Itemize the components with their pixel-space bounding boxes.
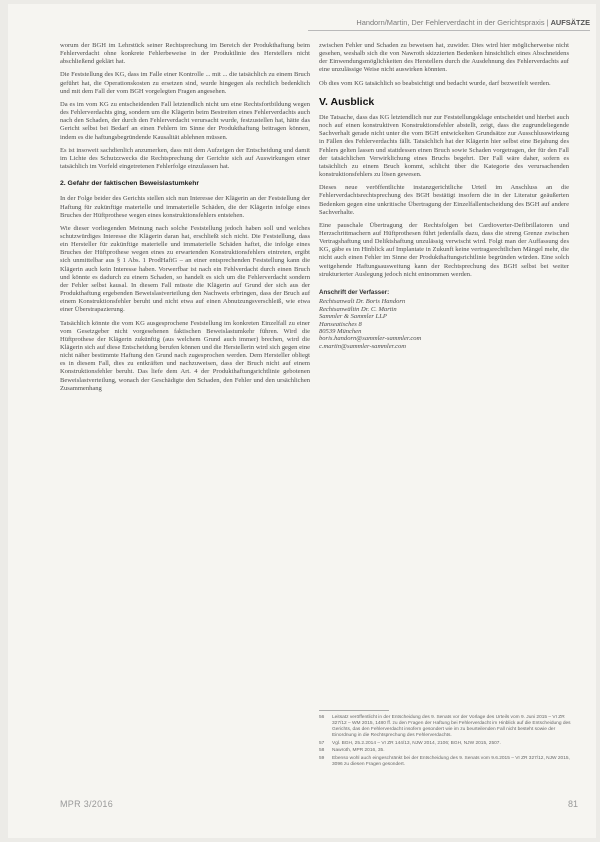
author-email: c.martin@sammler-sammler.com xyxy=(319,342,406,350)
paragraph: Dieses neue veröffentlichte instanzgerichtliche Urteil im Anschluss an die Fehlerverdachtsrechtsprechung des BGH bestätigt insofern die in der Literatur geäußerten Bedenken gegen eine unkritische Übertragung der Einzelfallentscheidung des BGH auf andere Sachverhalte. xyxy=(319,184,569,216)
footnote xyxy=(319,748,573,754)
author-line: Rechtsanwältin Dr. C. Martin xyxy=(319,305,397,313)
paragraph: Es ist insoweit sachdienlich anzumerken, dass mit dem Aufzeigen der Entscheidung und damit im Lichte des Schutzzwecks die Rechtsprechung der Gerichte sich auf Auswirkungen einer tatsächlich im Vorfeld eingetretenen Fehlerfolge einzulassen hat. xyxy=(60,146,310,171)
right-column xyxy=(319,42,569,350)
footnote-text: Ebenso wohl auch eingeschränkt bei der Entscheidung des 9. Senats vom 9.6.2015 – VI ZR 327/12, NJW 2015, 3096 zu diesen Fragen gesondert. xyxy=(332,755,570,767)
left-column xyxy=(60,42,310,398)
author-line: Sammler & Sammler LLP xyxy=(319,313,387,321)
subsection-heading: 2. Gefahr der faktischen Beweislastumkehr xyxy=(60,180,200,188)
author-line: 80539 München xyxy=(319,327,362,335)
footnote-rule xyxy=(319,710,389,711)
paragraph: zwischen Fehler und Schaden zu beweisen hat, zuwider. Dies wird hier möglicherweise nicht gesehen, weshalb sich die von Nawroth skizzierten Bedenken hinsichtlich eines Abschneidens der Einwendungsmöglichkeiten des Herstellers durch die Ausdehnung des Fehlerverdachts auf eine unzulässige Weise nicht auswirken könnten. xyxy=(319,42,569,74)
header-title: Handorn/Martin, Der Fehlerverdacht in der Gerichtspraxis xyxy=(356,18,545,27)
author-block-title: Anschrift der Verfasser: xyxy=(319,288,390,296)
paragraph: Wie dieser vorliegenden Meinung nach solche Feststellung jedoch haben soll und welches schutzwürdiges Interesse die Klägerin daran hat, erschließt sich nicht. Die Feststellung, dass ein Hersteller für zukünftige materielle und immaterielle Schäden haftet, die infolge eines Bruches der Hüftprothese wegen eines zu erwartenden Konstruktionsfehlers eintreten, ergibt sich unmittelbar aus § 1 Abs. 1 ProdHaftG – an einer entsprechenden Feststellung kann die Klägerin auch kein Interesse haben. Vorwerfbar ist nach ein Fehlverdacht durch einen Bruch und könnte es dadurch zu einem Schaden, so handelt es sich um die Fehlerverdacht sondern der Fehler selbst kausal. In diesem Fall müsste die Klägerin auf Grund der sich aus der Produkthaftung ergebenden Beweislastverteilung den Nachweis erbringen, dass der Bruch auf einem Konstruktionsfehler beruht und nicht etwa auf einen Abnutzungsverschleiß, wie etwa einer Überstrapazierung. xyxy=(60,224,310,314)
footnote-text: Nawroth, MPR 2016, 35. xyxy=(332,748,385,753)
section-heading: V. Ausblick xyxy=(319,95,375,108)
footnote-text: Vgl. BGH, 25.2.2014 – VI ZR 144/13, NJW 2014, 2106; BGH, NJW 2015, 2507. xyxy=(332,740,501,746)
footnote-number: 58 xyxy=(319,748,325,753)
header-rule xyxy=(308,30,590,31)
footnote-number: 57 xyxy=(319,740,325,746)
paragraph: In der Folge beider des Gerichts stellen sich nun Interesse der Klägerin an der Feststellung der Haftung für zukünftige materielle und immaterielle Schäden, die der Klägerin infolge eines Bruches der Hüftprothese wegen eines konstruktionsfehlers entstehen. xyxy=(60,195,310,219)
journal-issue: MPR 3/2016 xyxy=(60,799,114,809)
author-address-block xyxy=(319,289,569,350)
author-line: Rechtsanwalt Dr. Boris Handorn xyxy=(319,298,406,306)
paragraph: Eine pauschale Übertragung der Rechtsfolgen bei Cardioverter-Defibrillatoren und Herzschrittmachern auf Hüftprothesen führt jedenfalls dazu, dass die streng Grenze zwischen Vertragshaftung und Deliktshaftung unzulässig verwischt wird. Folgt man der Auffassung des KG, gäbe es im Hinblick auf Implantate in Zukunft keine vertragsrechtlichen Mängel mehr, die nicht auch einen Fehler im Sinne der Produkthaftungsrichtlinie begründen würden. Eine solch weitgehende Haftungsausweitung kann der Rechtsprechung des BGH selbst bei weiter strukturierter Auslegung jedoch nicht entnommen werden. xyxy=(319,221,569,278)
paragraph: Ob dies vom KG tatsächlich so beabsichtigt und bedacht wurde, darf bezweifelt werden. xyxy=(319,79,551,87)
page-number: 81 xyxy=(568,799,579,809)
paper-page xyxy=(8,4,596,838)
running-header xyxy=(308,18,590,27)
footnotes xyxy=(319,715,573,769)
paragraph: Die Tatsache, dass das KG letztendlich nur zur Feststellungsklage entscheidet und hierbei auch noch auf einen konstruktiven Konstruktionsfehler abstellt, zeigt, dass die zugrundeliegende Sachverhalt gerade nicht unter die vom BGH entwickelten Grundsätze zur Ausschlusswirkung in Fällen des Fehlerverdachts fällt. Tatsächlich hat der Klägerin hier selbst eine Bejahung des Fehlers gelten lassen und stattdessen einen Bruch sowie Schaden vorgetragen, der für den Fall der tatsächlichen Verwirklichung eines Bruchs begehrt. Der Fall wäre daher, sofern es tatsächlich zu einem Bruch kommt, schlicht über die Kategorie des verursachenden konstruktionsfehlers zu lösen gewesen. xyxy=(319,113,569,179)
footnote-number: 56 xyxy=(319,715,325,720)
header-section-tag: AUFSÄTZE xyxy=(550,18,590,27)
author-line: Hanseatisches 8 xyxy=(319,320,362,328)
paragraph: Die Feststellung des KG, dass im Falle einer Kontrolle ... mit ... die tatsächlich zu einem Bruch geführt hat, die Operationskosten zu ersetzen sind, wurde hingegen als rechtlich bedenklich und mit dem Fall der vom BGH vorgelegten Fragen angesehen. xyxy=(60,71,310,95)
author-email: boris.handorn@sammler-sammler.com xyxy=(319,335,422,343)
paragraph: worum der BGH im Lehrstück seiner Rechtsprechung im Bereich der Produkthaftung beim Fehlerverdacht ohne konkrete Fehlerbeweise in der Produktlinie des Herstellers nicht abschließend geklärt hat. xyxy=(60,42,310,66)
footnote-number: 59 xyxy=(319,755,325,761)
footnote xyxy=(319,756,573,768)
footnote xyxy=(319,741,573,747)
paragraph: Da es im vom KG zu entscheidenden Fall letztendlich nicht um eine Rechtsfortbildung wegen des Fehlerverdachts ging, sondern um die Klägerin beim Bestreiten eines Fehlerverdachts auch nach den Schaden, der durch den Fehlerverdacht verursacht wurde, festzustellen hat, hätte das Gericht selbst bei Bedarf an einen Fehlern im Sinne der Produkthaftung beitragen können, indem es die haftungsbegründende Kausalität ablehnen müssen. xyxy=(60,100,310,141)
footnote-text: Leitsatz veröffentlicht in der Entscheidung des 9. Senats vor der Vorlage des Urteils vom 9. Juni 2015 – VI ZR 327/12 – WM 2015, 1480 ff. zu den Fragen der Haftung bei Fehlerverdacht im Hinblick auf die Entscheidung des Gerichts, das den Fehlerverdacht insofern gesondert wie im zu beurteilenden Fall nicht besteht sowie der Einordnung in die Rechtsprechung des Fehlerverdachts. xyxy=(332,715,571,738)
paragraph: Tatsächlich könnte die vom KG ausgesprochene Feststellung im konkreten Einzelfall zu einer vom Gesetzgeber nicht vorgesehenen faktischen Beweislastumkehr führen. Wird die Hüftprothese der Klägerin zukünftig (aus welchem Grund auch immer) brechen, wird die Klägerin sich auf diese Entscheidung berufen können und die Herstellerin wird sich gegen eine nicht näher bestimmte Haftung den Grund nach zugesprochen werden. Dem Hersteller obliegt es in diesem Fall, dies zu entkräften und nachzuweisen, dass der Bruch nicht auf einem Konstruktionsfehler beruht. Das liefe dem Art. 4 der Produkthaftungsrichtlinie gebotenen Beweislastverteilung, wonach der Geschädigte den Schaden, den Fehler und den ursächlichen Zusammenhang xyxy=(60,319,310,392)
footnote xyxy=(319,715,573,739)
header-separator: | xyxy=(546,18,549,27)
